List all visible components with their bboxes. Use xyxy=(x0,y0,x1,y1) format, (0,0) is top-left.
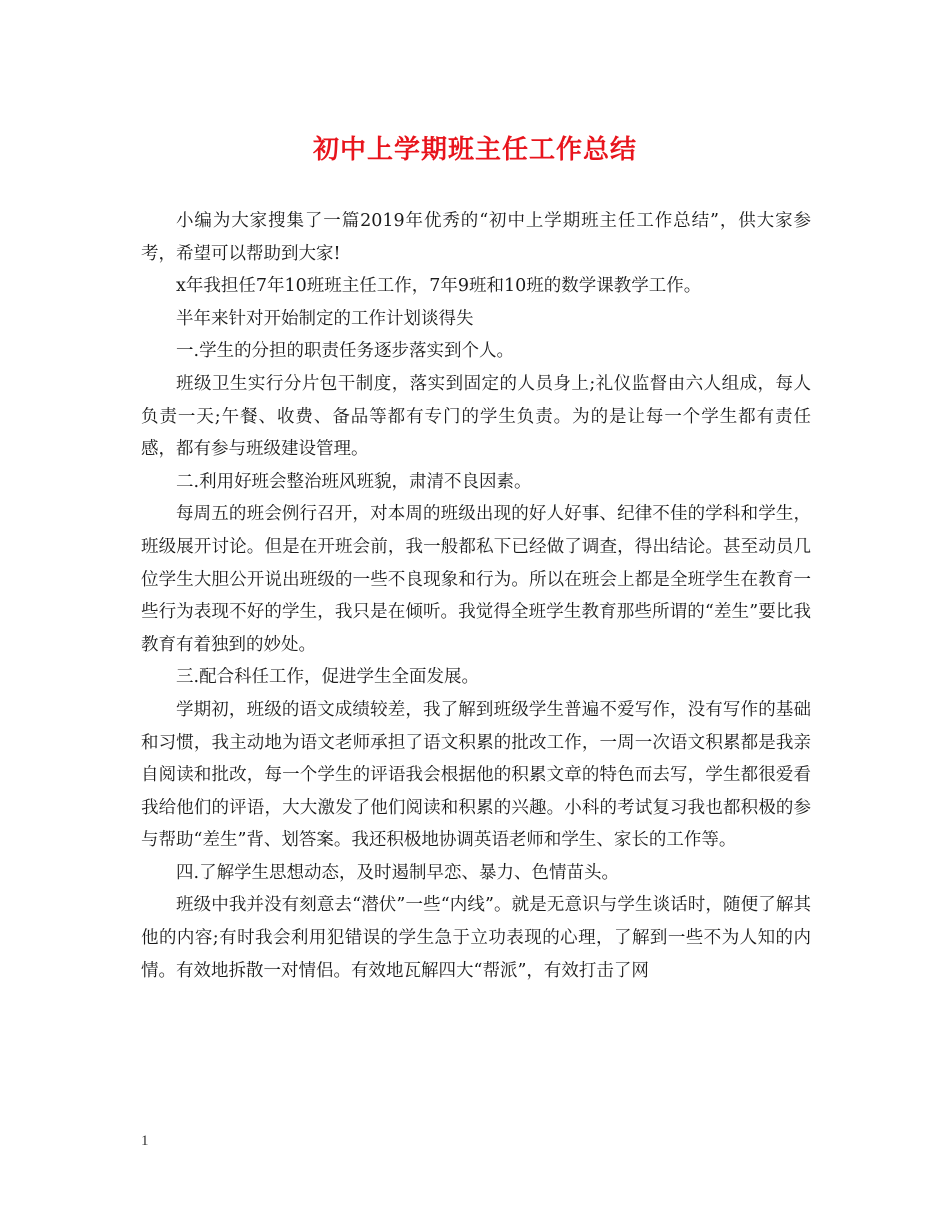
document-body xyxy=(141,205,811,987)
paragraph: 半年来针对开始制定的工作计划谈得失 xyxy=(176,308,474,329)
section-heading: 三.配合科任工作，促进学生全面发展。 xyxy=(176,667,480,688)
section-heading: 二.利用好班会整治班风班貌，肃清不良因素。 xyxy=(176,471,532,492)
paragraph: 班级卫生实行分片包干制度，落实到固定的人员身上;礼仪监督由六人组成，每人负责一天;午餐、收费、备品等都有专门的学生负责。为的是让每一个学生都有责任感，都有参与班级建设管理。 xyxy=(141,373,811,460)
paragraph: 班级中我并没有刻意去“潜伏”一些“内线”。就是无意识与学生谈话时，随便了解其他的内容;有时我会利用犯错误的学生急于立功表现的心理，了解到一些不为人知的内情。有效地拆散一对情侣。有效地瓦解四大“帮派”，有效打击了网 xyxy=(141,895,811,981)
section-heading: 一.学生的分担的职责任务逐步落实到个人。 xyxy=(176,341,515,362)
document-title: 初中上学期班主任工作总结 xyxy=(312,135,637,165)
paragraph: x年我担任7年10班班主任工作，7年9班和10班的数学课教学工作。 xyxy=(176,276,702,297)
paragraph: 学期初，班级的语文成绩较差，我了解到班级学生普遍不爱写作，没有写作的基础和习惯，我主动地为语文老师承担了语文积累的批改工作，一周一次语文积累都是我亲自阅读和批改，每一个学生的评语我会根据他的积累文章的特色而去写，学生都很爱看我给他们的评语，大大激发了他们阅读和积累的兴趣。小科的考试复习我也都积极的参与帮助“差生”背、划答案。我还积极地协调英语老师和学生、家长的工作等。 xyxy=(141,699,811,851)
paragraph: 小编为大家搜集了一篇2019年优秀的“初中上学期班主任工作总结”，供大家参考，希望可以帮助到大家! xyxy=(141,211,811,264)
page-number: 1 xyxy=(141,1133,149,1149)
paragraph: 每周五的班会例行召开，对本周的班级出现的好人好事、纪律不佳的学科和学生，班级展开讨论。但是在开班会前，我一般都私下已经做了调查，得出结论。甚至动员几位学生大胆公开说出班级的一些不良现象和行为。所以在班会上都是全班学生在教育一些行为表现不好的学生，我只是在倾听。我觉得全班学生教育那些所谓的“差生”要比我教育有着独到的妙处。 xyxy=(141,504,811,655)
section-heading: 四.了解学生思想动态，及时遏制早恋、暴力、色情苗头。 xyxy=(176,862,620,883)
